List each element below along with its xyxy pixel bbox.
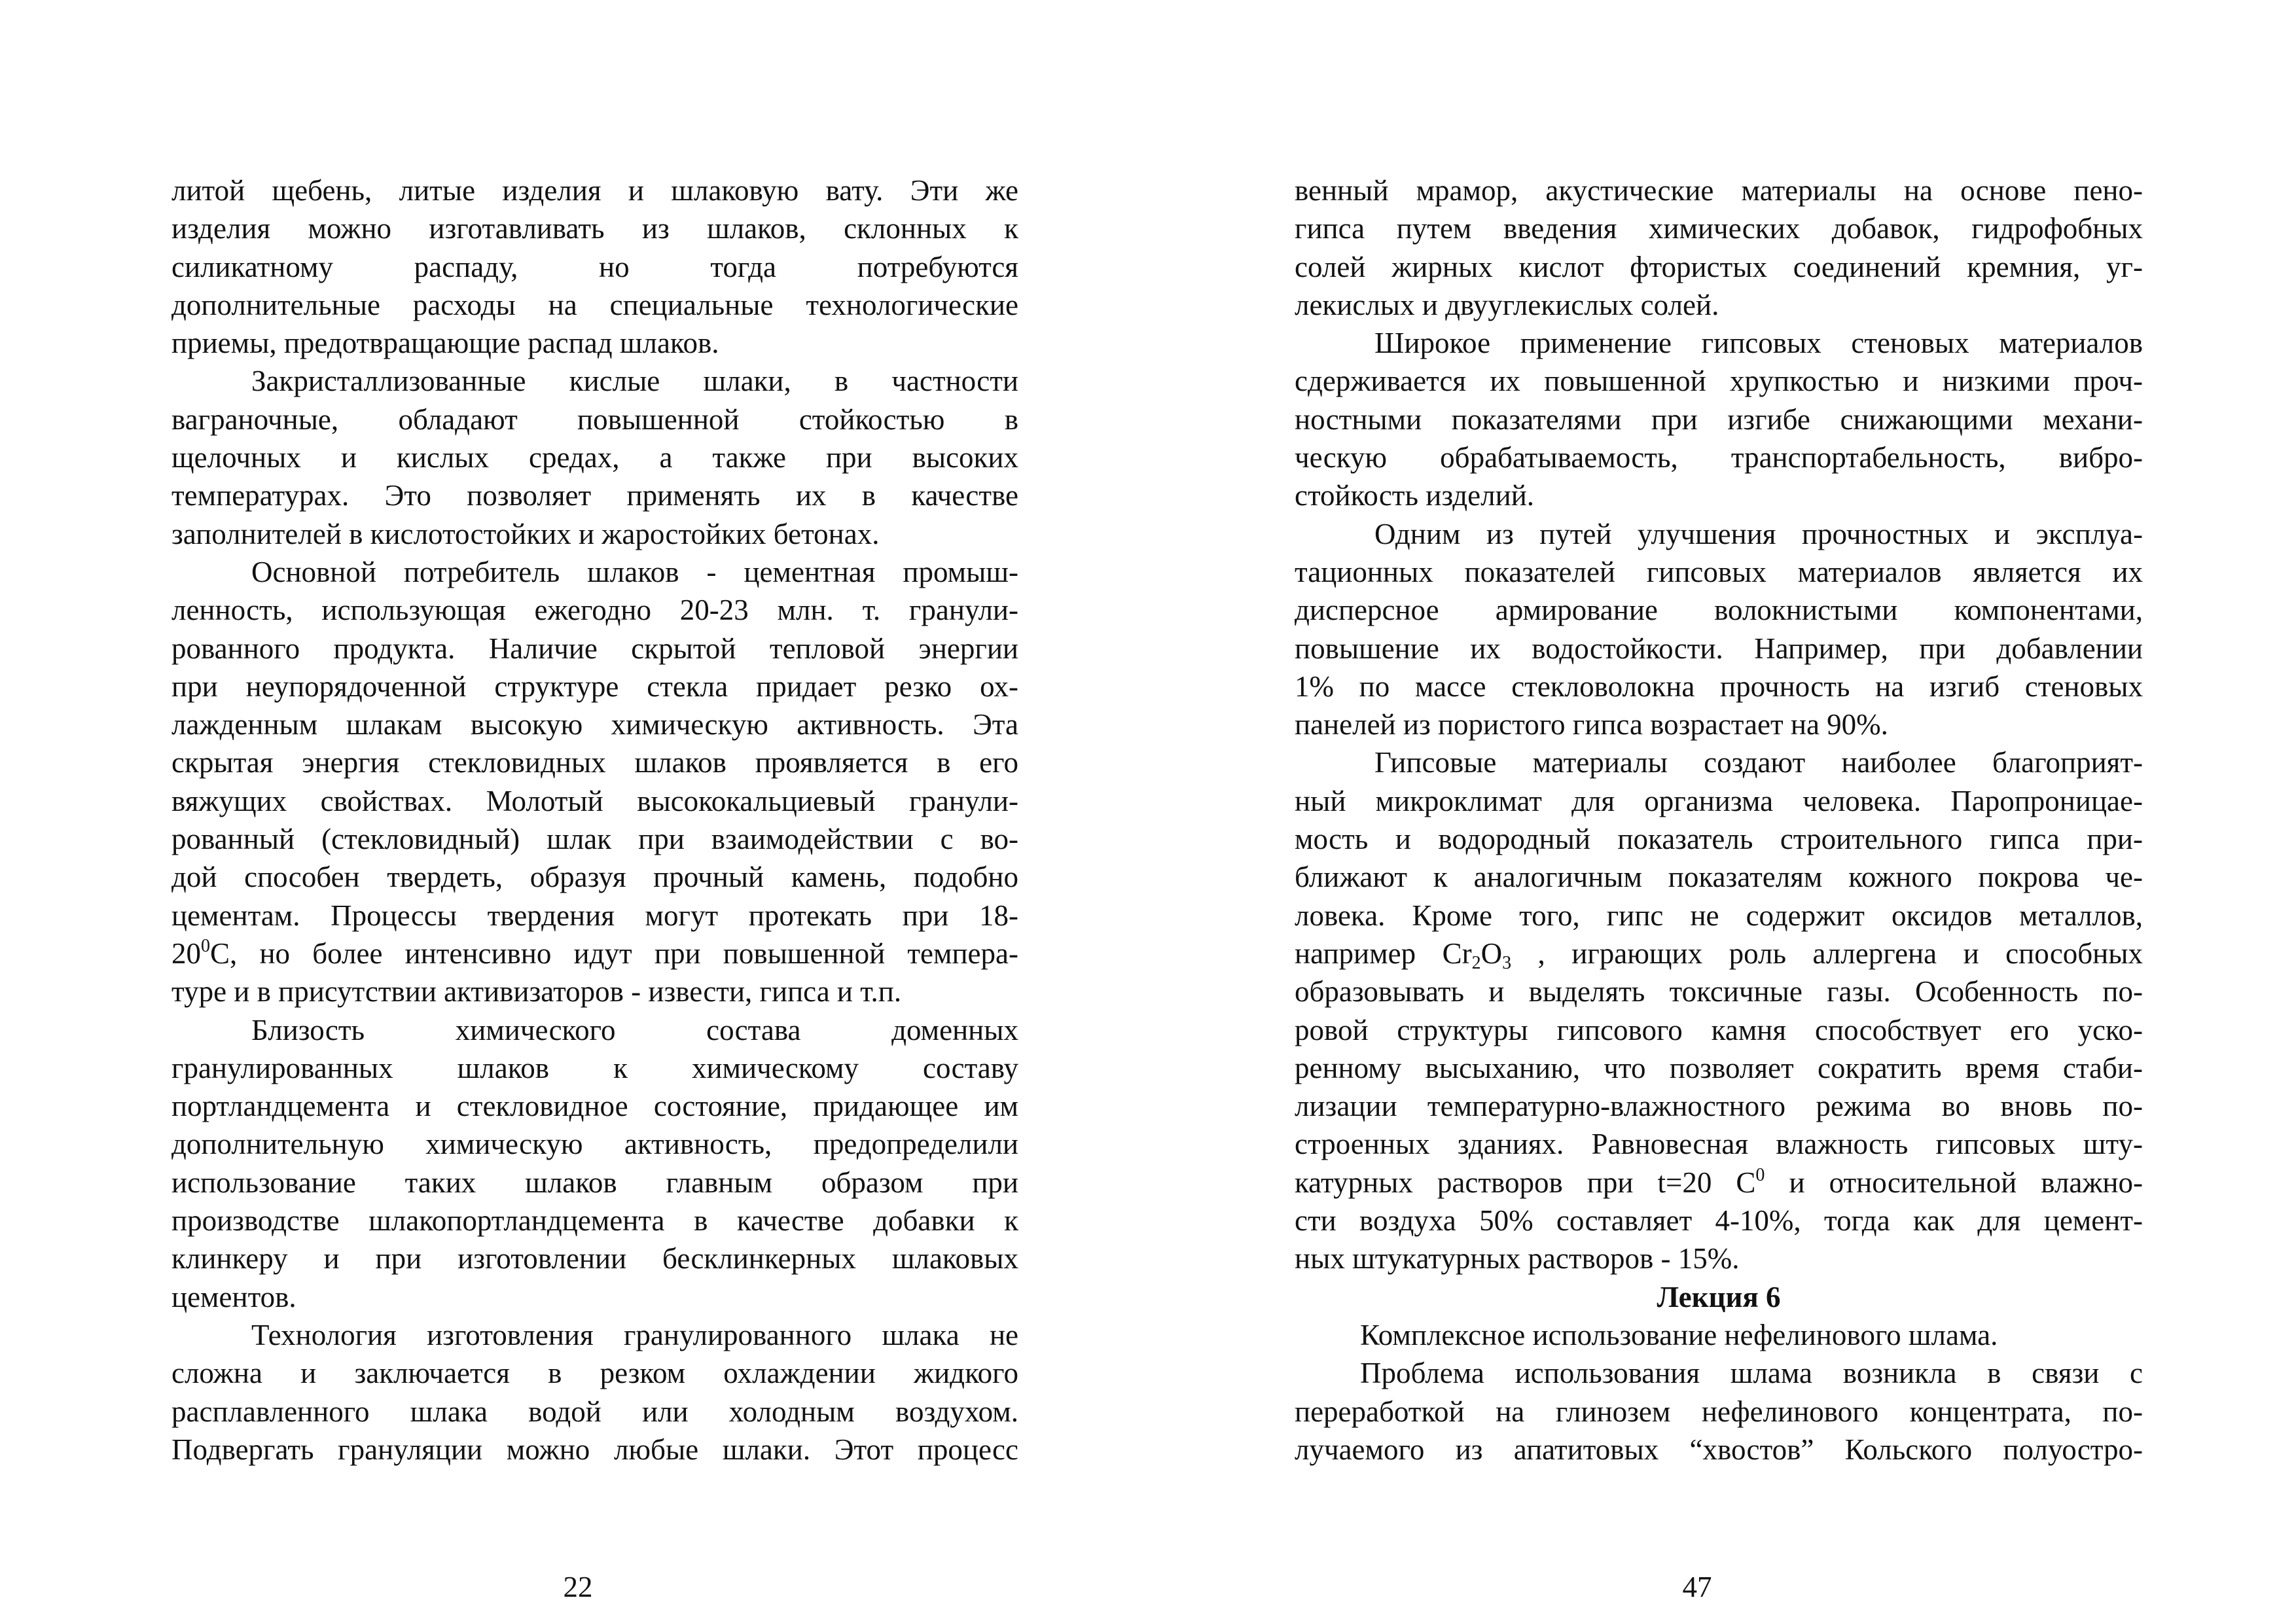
page-number: 47 xyxy=(1682,1571,1712,1603)
text-line: силикатному распаду, но тогда потребуются xyxy=(171,250,1018,283)
text-line: переработкой на глинозем нефелинового концентрата, по- xyxy=(1295,1395,2143,1428)
text-line: лекислых и двууглекислых солей. xyxy=(1295,288,1719,321)
text-line: литой щебень, литые изделия и шлаковую вату. Эти же xyxy=(171,174,1018,207)
formula-subscript: 3 xyxy=(1502,952,1512,973)
text-line: образовывать и выделять токсичные газы. Особенность по- xyxy=(1295,975,2143,1008)
right-page xyxy=(1148,0,2296,1623)
text-line: ренному высыханию, что позволяет сократить время стаби- xyxy=(1295,1051,2143,1084)
text-line: ваграночные, обладают повышенной стойкостью в xyxy=(171,402,1018,436)
text-line: строенных зданиях. Равновесная влажность гипсовых шту- xyxy=(1295,1128,2143,1161)
text-line: Закристаллизованные кислые шлаки, в частности xyxy=(251,365,1018,398)
formula-line xyxy=(1295,935,2143,972)
temperature-line xyxy=(171,935,1018,972)
temperature-rest: С, но более интенсивно идут при повышенной темпера- xyxy=(210,936,1018,970)
page-number: 22 xyxy=(563,1571,593,1603)
text-line: ленность, использующая ежегодно 20-23 млн. т. гранули- xyxy=(171,594,1018,627)
text-line: сти воздуха 50% составляет 4-10%, тогда как для цемент- xyxy=(1295,1204,2143,1238)
text-line: использование таких шлаков главным образом при xyxy=(171,1166,1018,1199)
text-line: дополнительную химическую активность, предопределили xyxy=(171,1128,1018,1161)
text-line: ближают к аналогичным показателям кожного покрова че- xyxy=(1295,861,2143,894)
text-line: тационных показателей гипсовых материалов является их xyxy=(1295,555,2143,588)
temperature-suffix: и относительной влажно- xyxy=(1765,1166,2143,1199)
text-line: сложна и заключается в резком охлаждении жидкого xyxy=(171,1357,1018,1390)
text-line: Широкое применение гипсовых стеновых материалов xyxy=(1374,327,2143,360)
text-line: цементов. xyxy=(171,1280,296,1313)
text-line: стойкость изделий. xyxy=(1295,479,1535,512)
text-line: ный микроклимат для организма человека. Паропроницае- xyxy=(1295,784,2143,817)
text-line: Технология изготовления гранулированного шлака не xyxy=(251,1318,1018,1351)
text-line: мость и водородный показатель строительного гипса при- xyxy=(1295,823,2143,856)
text-line: рованный (стекловидный) шлак при взаимодействии с во- xyxy=(171,823,1018,856)
formula-element-cr: Cr xyxy=(1442,936,1472,970)
text-line: венный мрамор, акустические материалы на основе пено- xyxy=(1295,174,2143,207)
text-line: солей жирных кислот фтористых соединений кремния, уг- xyxy=(1295,250,2143,283)
text-line: дой способен твердеть, образуя прочный камень, подобно xyxy=(171,861,1018,894)
temperature-line xyxy=(1295,1164,2143,1202)
text-line: дополнительные расходы на специальные технологические xyxy=(171,288,1018,321)
text-line: ностными показателями при изгибе снижающими механи- xyxy=(1295,402,2143,436)
text-line: щелочных и кислых средах, а также при высоких xyxy=(171,441,1018,474)
text-line: лажденным шлакам высокую химическую активность. Эта xyxy=(171,708,1018,741)
text-line: лучаемого из апатитовых “хвостов” Кольского полуостро- xyxy=(1295,1433,2143,1466)
degree-superscript: 0 xyxy=(201,935,210,956)
formula-suffix: , играющих роль аллергена и способных xyxy=(1511,936,2143,970)
lecture-subtitle: Комплексное использование нефелинового шлама. xyxy=(1360,1318,1998,1351)
lecture-title: Лекция 6 xyxy=(1657,1280,1781,1313)
text-line: приемы, предотвращающие распад шлаков. xyxy=(171,327,719,360)
temperature-prefix: катурных растворов при t=20 С xyxy=(1295,1166,1756,1199)
text-line: Проблема использования шлама возникла в связи с xyxy=(1360,1357,2143,1390)
text-line: сдерживается их повышенной хрупкостью и низкими проч- xyxy=(1295,365,2143,398)
text-line: 1% по массе стекловолокна прочность на изгиб стеновых xyxy=(1295,669,2143,703)
text-line: производстве шлакопортландцемента в качестве добавки к xyxy=(171,1204,1018,1238)
temperature-number: 20 xyxy=(171,936,201,970)
text-line: панелей из пористого гипса возрастает на 90%. xyxy=(1295,708,1888,741)
text-line: цементам. Процессы твердения могут протекать при 18- xyxy=(171,899,1018,932)
text-line: лизации температурно-влажностного режима во вновь по- xyxy=(1295,1090,2143,1123)
text-line: скрытая энергия стекловидных шлаков проявляется в его xyxy=(171,746,1018,779)
text-line: изделия можно изготавливать из шлаков, склонных к xyxy=(171,212,1018,245)
text-line: гранулированных шлаков к химическому составу xyxy=(171,1051,1018,1084)
formula-element-o: O xyxy=(1480,936,1503,970)
text-line: Близость химического состава доменных xyxy=(251,1013,1018,1046)
text-line: ческую обрабатываемость, транспортабельность, вибро- xyxy=(1295,441,2143,474)
text-line: заполнителей в кислотостойких и жаростойких бетонах. xyxy=(171,517,880,550)
text-line: портландцемента и стекловидное состояние, придающее им xyxy=(171,1090,1018,1123)
text-line: ловека. Кроме того, гипс не содержит оксидов металлов, xyxy=(1295,899,2143,932)
text-line: туре и в присутствии активизаторов - извести, гипса и т.п. xyxy=(171,975,902,1008)
text-line: рованного продукта. Наличие скрытой тепловой энергии xyxy=(171,632,1018,665)
text-line: клинкеру и при изготовлении бесклинкерных шлаковых xyxy=(171,1242,1018,1275)
text-line: расплавленного шлака водой или холодным воздухом. xyxy=(171,1395,1018,1428)
left-page-text xyxy=(171,171,1018,1469)
degree-superscript: 0 xyxy=(1755,1164,1765,1185)
text-line: при неупорядоченной структуре стекла придает резко ох- xyxy=(171,669,1018,703)
text-line: ных штукатурных растворов - 15%. xyxy=(1295,1242,1740,1275)
text-line: Гипсовые материалы создают наиболее благоприят- xyxy=(1374,746,2143,779)
right-page-text xyxy=(1295,171,2143,1469)
formula-prefix: например xyxy=(1295,936,1443,970)
formula-subscript: 2 xyxy=(1471,952,1481,973)
text-line: Одним из путей улучшения прочностных и эксплуа- xyxy=(1374,517,2143,550)
text-line: Подвергать грануляции можно любые шлаки. Этот процесс xyxy=(171,1433,1018,1466)
text-line: вяжущих свойствах. Молотый высококальциевый гранули- xyxy=(171,784,1018,817)
text-line: Основной потребитель шлаков - цементная промыш- xyxy=(251,555,1018,588)
text-line: повышение их водостойкости. Например, при добавлении xyxy=(1295,632,2143,665)
text-line: температурах. Это позволяет применять их в качестве xyxy=(171,479,1018,512)
text-line: гипса путем введения химических добавок, гидрофобных xyxy=(1295,212,2143,245)
text-line: ровой структуры гипсового камня способствует его уско- xyxy=(1295,1013,2143,1046)
text-line: дисперсное армирование волокнистыми компонентами, xyxy=(1295,594,2143,627)
